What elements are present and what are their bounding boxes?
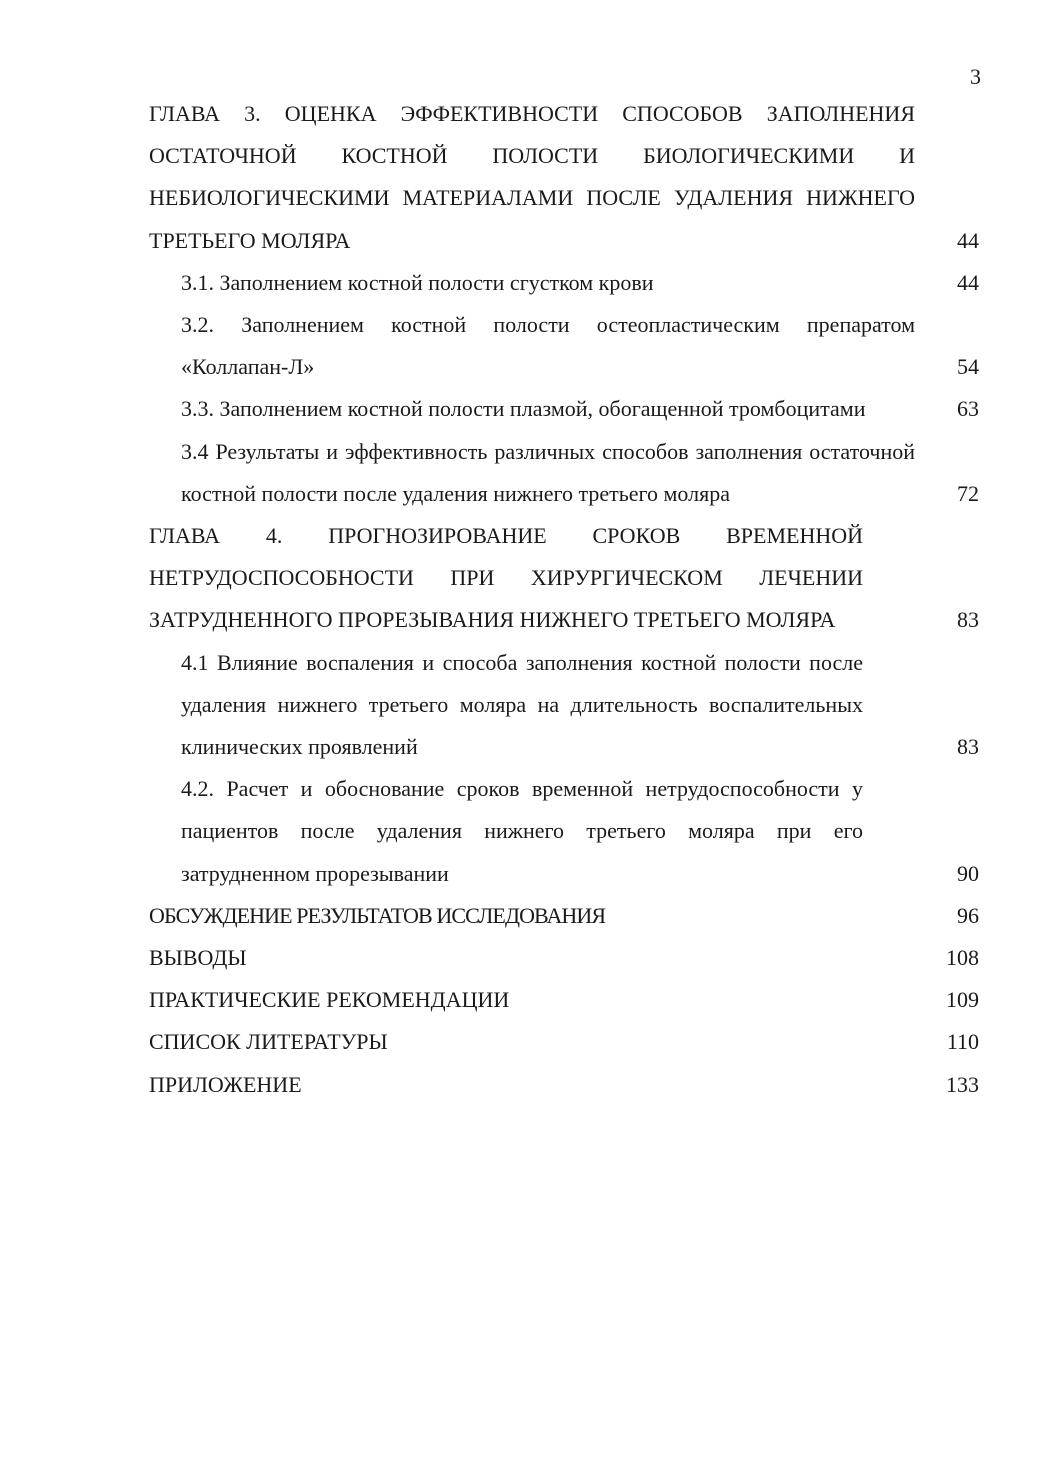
toc-entry-page: 44 [957, 227, 979, 253]
page-number: 3 [970, 64, 981, 89]
toc-entry-page: 109 [946, 987, 979, 1013]
toc-entry-appendix [149, 1064, 979, 1106]
toc-entry-title: 3.3. Заполнением костной полости плазмой, обогащенной тромбоцитами [181, 396, 866, 422]
toc-entry-discussion [149, 895, 979, 937]
toc-entry-title: ПРИЛОЖЕНИЕ [149, 1071, 302, 1097]
toc-entry-recommendations [149, 979, 979, 1021]
toc-entry-title: ГЛАВА 3. ОЦЕНКА ЭФФЕКТИВНОСТИ СПОСОБОВ ЗАПОЛНЕНИЯ ОСТАТОЧНОЙ КОСТНОЙ ПОЛОСТИ БИОЛОГИЧЕСКИМИ И НЕБИОЛОГИЧЕСКИМИ МАТЕРИАЛАМИ ПОСЛЕ УДАЛЕНИЯ НИЖНЕГО ТРЕТЬЕГО МОЛЯРА [149, 101, 915, 253]
toc-entry-page: 72 [957, 480, 979, 506]
toc-entry-page: 96 [957, 902, 979, 928]
toc-entry-section-4-1 [149, 642, 979, 769]
toc-entry-chapter-4 [149, 515, 979, 642]
toc-entry-section-3-4 [149, 431, 979, 515]
toc-entry-chapter-3 [149, 93, 979, 262]
toc-entry-title: ОБСУЖДЕНИЕ РЕЗУЛЬТАТОВ ИССЛЕДОВАНИЯ [149, 902, 606, 928]
toc-entry-page: 83 [957, 607, 979, 633]
toc-entry-section-3-2 [149, 304, 979, 388]
toc-entry-page: 108 [946, 945, 979, 971]
toc-entry-page: 90 [957, 860, 979, 886]
toc-entry-page: 133 [946, 1071, 979, 1097]
toc-entry-title: СПИСОК ЛИТЕРАТУРЫ [149, 1029, 388, 1055]
toc-entry-title: ГЛАВА 4. ПРОГНОЗИРОВАНИЕ СРОКОВ ВРЕМЕННОЙ НЕТРУДОСПОСОБНОСТИ ПРИ ХИРУРГИЧЕСКОМ ЛЕЧЕНИИ ЗАТРУДНЕННОГО ПРОРЕЗЫВАНИЯ НИЖНЕГО ТРЕТЬЕГО МОЛЯРА [149, 523, 863, 633]
toc-entry-section-3-3 [149, 388, 979, 430]
toc-entry-page: 83 [957, 734, 979, 760]
toc-entry-references [149, 1021, 979, 1063]
toc-entry-title: ПРАКТИЧЕСКИЕ РЕКОМЕНДАЦИИ [149, 987, 510, 1013]
toc-entry-page: 110 [946, 1029, 979, 1055]
toc-entry-page: 63 [957, 396, 979, 422]
toc-entry-title: 3.2. Заполнением костной полости остеопластическим препаратом «Коллапан-Л» [181, 312, 915, 380]
table-of-contents [149, 93, 979, 1106]
toc-entry-title: 4.2. Расчет и обоснование сроков временной нетрудоспособности у пациентов после удаления нижнего третьего моляра при его затрудненном прорезывании [181, 776, 863, 886]
toc-entry-page: 54 [957, 354, 979, 380]
toc-entry-title: 4.1 Влияние воспаления и способа заполнения костной полости после удаления нижнего третьего моляра на длительность воспалительных клинических проявлений [181, 649, 863, 760]
toc-entry-title: ВЫВОДЫ [149, 945, 247, 971]
toc-entry-section-3-1 [149, 262, 979, 304]
toc-entry-title: 3.1. Заполнением костной полости сгустком крови [181, 269, 654, 295]
toc-entry-section-4-2 [149, 768, 979, 895]
toc-entry-conclusions [149, 937, 979, 979]
toc-entry-title: 3.4 Результаты и эффективность различных способов заполнения остаточной костной полости после удаления нижнего третьего моляра [181, 438, 915, 506]
toc-entry-page: 44 [957, 269, 979, 295]
